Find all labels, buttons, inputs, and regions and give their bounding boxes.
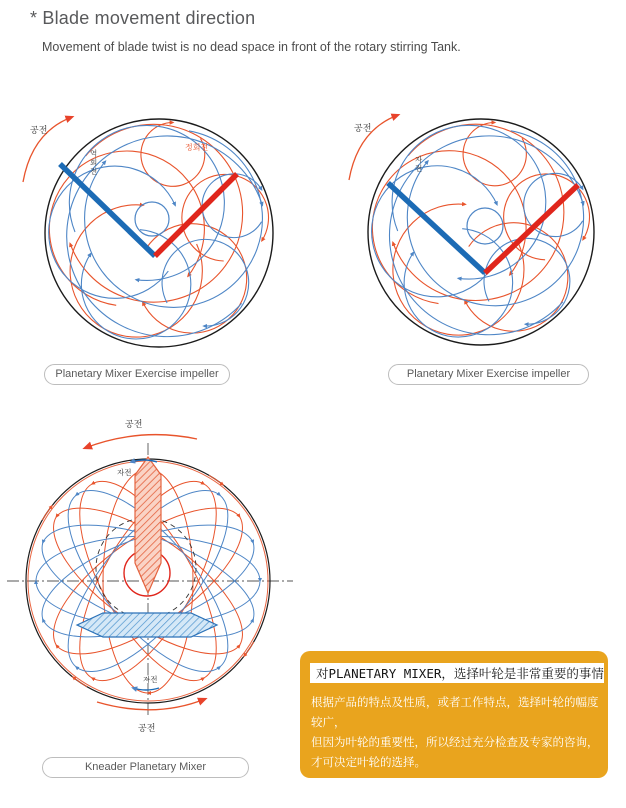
orbit-bottom-label: 공전 [138, 723, 156, 733]
page-subtitle: Movement of blade twist is no dead space in front of the rotary stirring Tank. [42, 40, 461, 54]
info-box-body-line: 才可决定叶轮的选择。 [311, 757, 426, 769]
kneader-rose-pattern [7, 435, 293, 715]
orbit-label: 공전 [354, 123, 372, 133]
impeller-right-diagram [340, 100, 620, 362]
forward-rotation-label: 정회전 [185, 143, 209, 152]
rotation-label: 자 전 [415, 155, 423, 173]
impeller-swirl-pattern [23, 117, 273, 347]
info-box-body-line: 但因为叶轮的重要性，所以经过充分检查及专家的咨询， [311, 737, 599, 749]
info-box-body-line: 根据产品的特点及性质，或者工作特点，选择叶轮的幅度较广， [311, 697, 599, 729]
impeller-swirl-pattern [349, 115, 594, 345]
info-box [300, 651, 608, 778]
rotation-top-label: 자전 [117, 468, 132, 477]
orbit-label: 공전 [30, 125, 48, 135]
reverse-rotation-label: 역 회 전 [90, 149, 98, 176]
caption-impeller-left: Planetary Mixer Exercise impeller [44, 364, 230, 385]
impeller-left-diagram [14, 100, 294, 362]
orbit-top-label: 공전 [125, 419, 143, 429]
caption-kneader: Kneader Planetary Mixer [42, 757, 249, 778]
info-box-title: 对PLANETARY MIXER，选择叶轮是非常重要的事情 [316, 666, 604, 681]
page-title: * Blade movement direction [30, 8, 256, 28]
rotation-bottom-label: 자전 [143, 675, 158, 684]
caption-impeller-right: Planetary Mixer Exercise impeller [388, 364, 589, 385]
info-box-body [311, 693, 600, 773]
info-box-title-strip [310, 663, 604, 683]
kneader-diagram [5, 415, 295, 740]
